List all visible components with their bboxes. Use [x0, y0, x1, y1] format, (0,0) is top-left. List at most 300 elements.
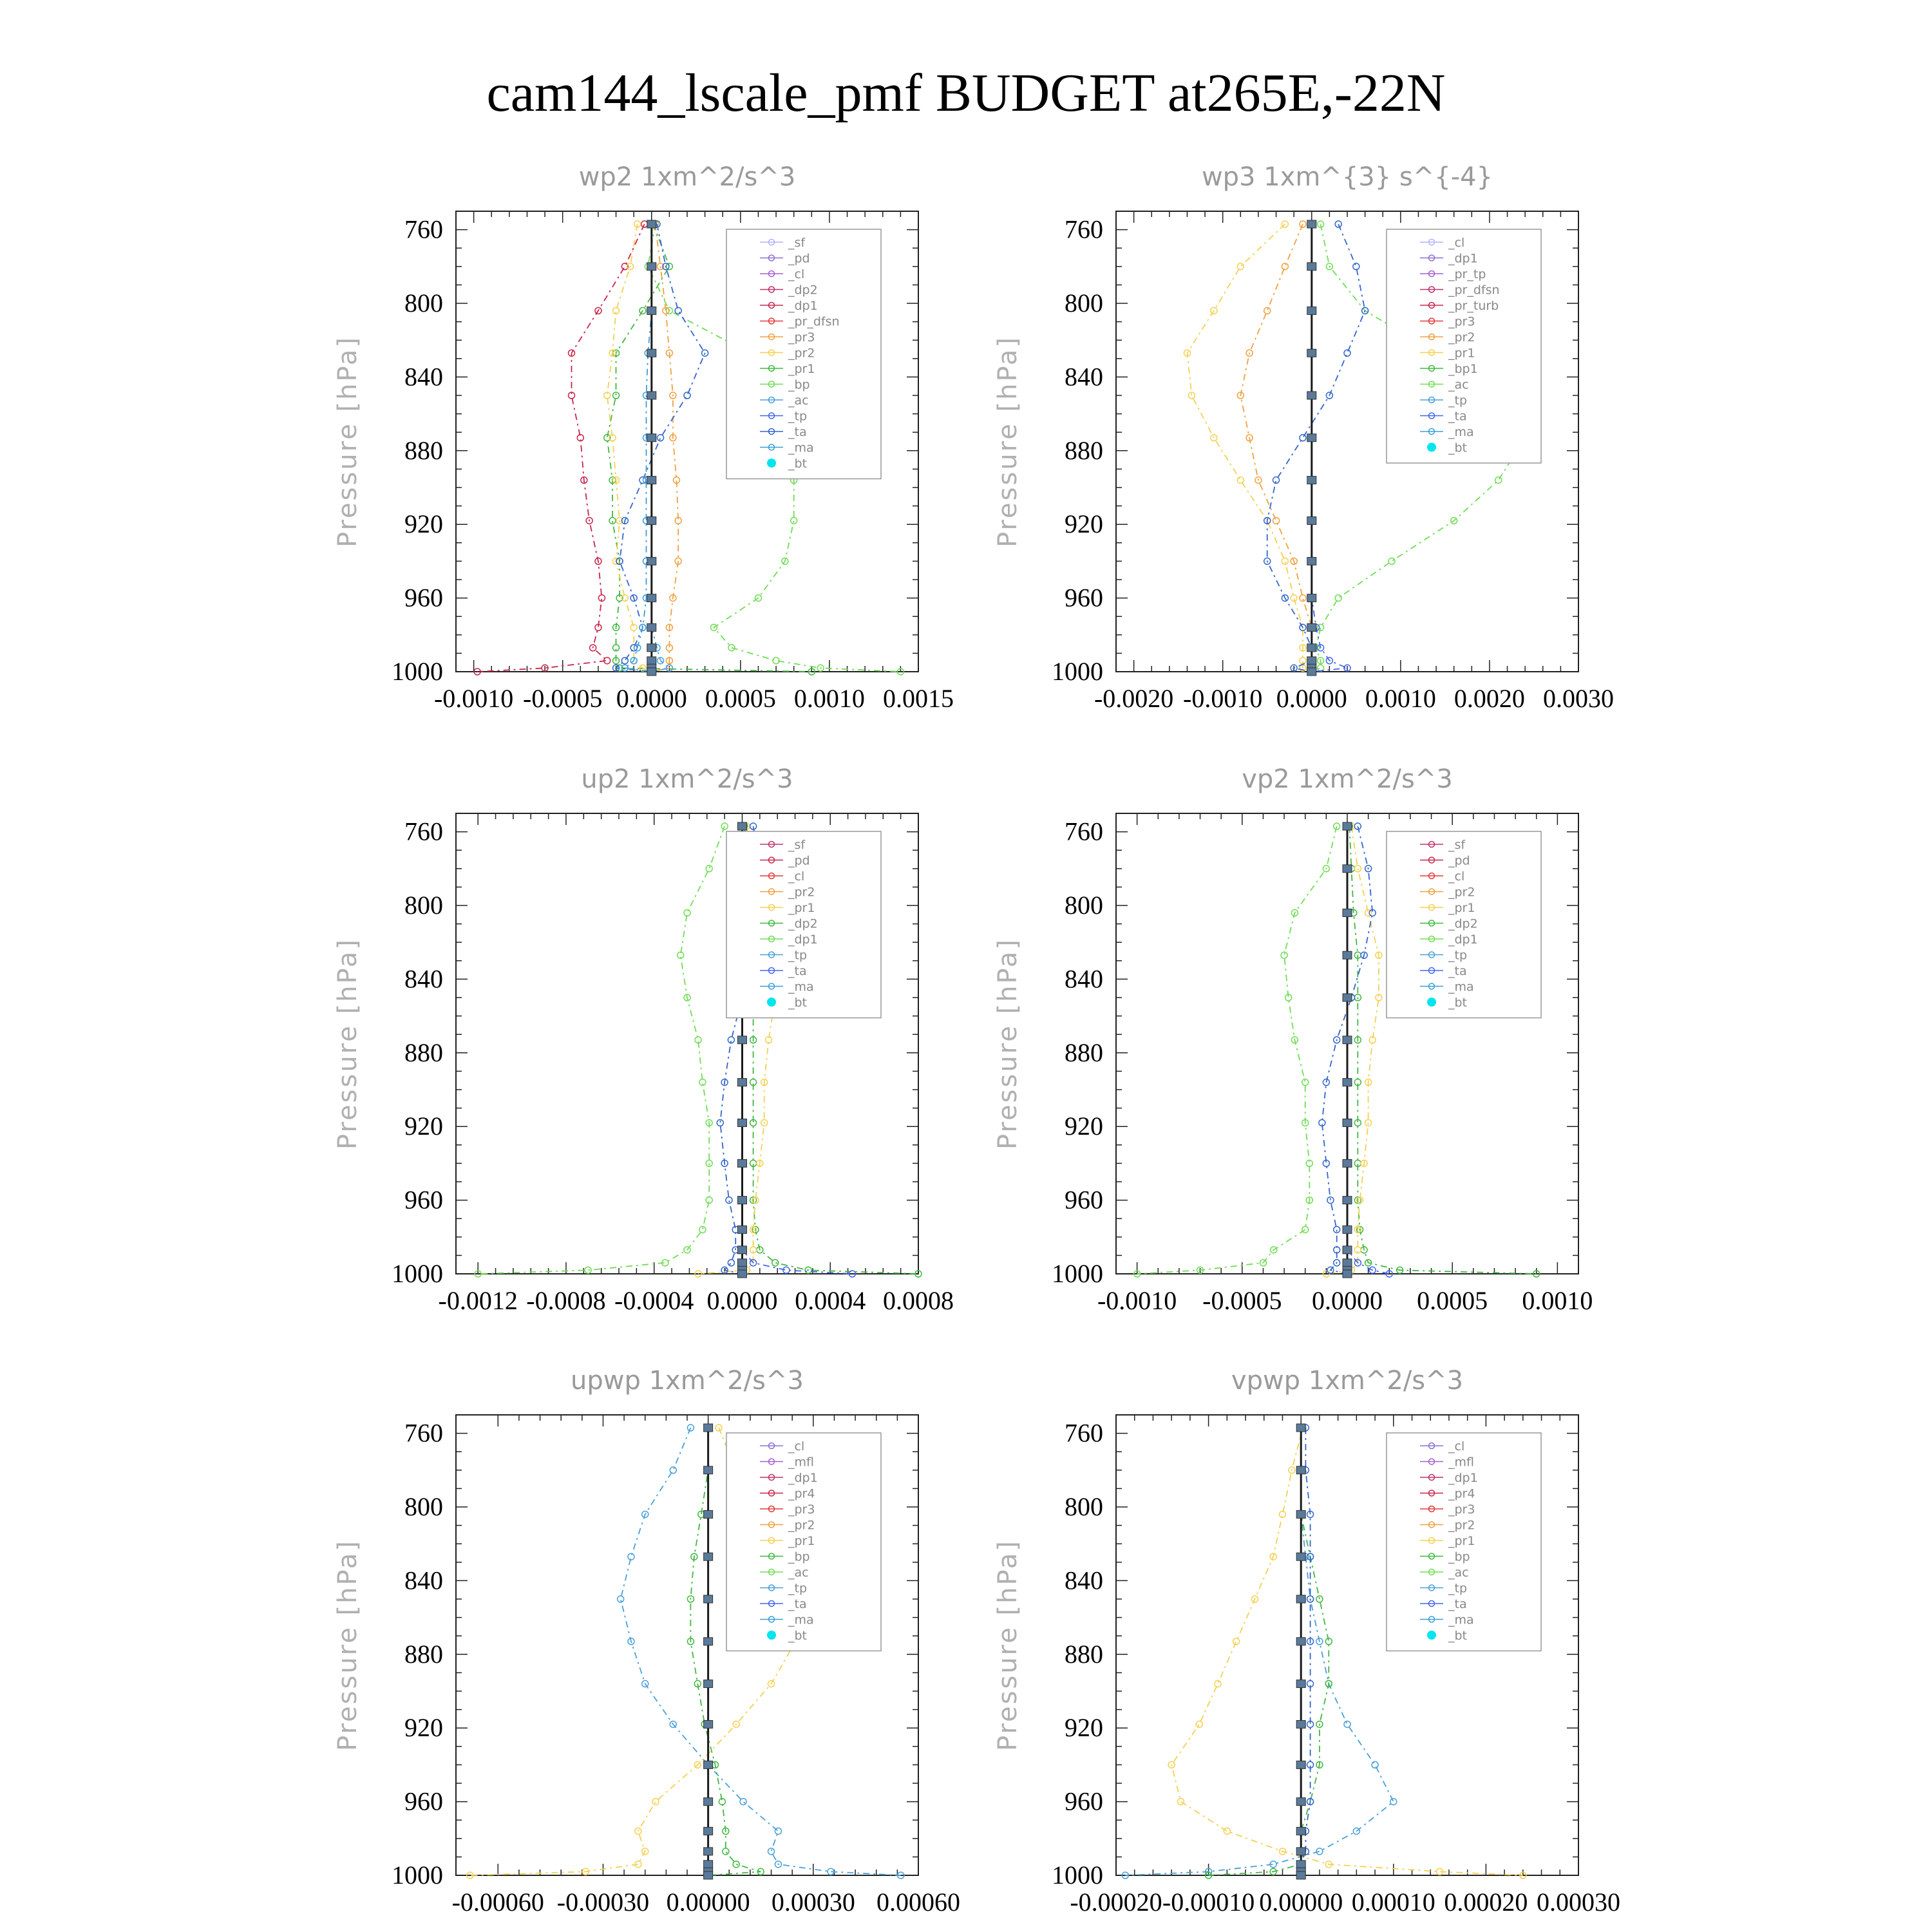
- data-point: [706, 866, 712, 872]
- legend-label: _pr1: [1448, 901, 1475, 915]
- legend-label: _pd: [788, 251, 810, 266]
- x-tick-label: 0.00010: [1351, 1888, 1435, 1917]
- legend-label: _pd: [1448, 853, 1470, 868]
- data-point: [704, 1638, 713, 1645]
- y-tick-label: 800: [404, 891, 443, 920]
- y-tick-label: 760: [1065, 817, 1103, 846]
- data-point: [1282, 263, 1288, 270]
- legend-label: _pr1: [788, 901, 815, 915]
- x-tick-label: -0.00030: [556, 1888, 650, 1917]
- x-tick-label: 0.0010: [793, 684, 865, 713]
- y-tick-label: 880: [1065, 1037, 1103, 1067]
- data-point: [647, 516, 656, 524]
- legend-label: _ac: [1448, 377, 1469, 392]
- data-point: [647, 307, 656, 314]
- data-point: [1343, 865, 1352, 873]
- legend-label: _ac: [1448, 1566, 1469, 1580]
- data-point: [1344, 350, 1350, 356]
- y-tick-label: 760: [404, 1418, 443, 1448]
- legend-label: _cl: [788, 267, 805, 281]
- y-tick-label: 1000: [392, 657, 443, 686]
- legend-label: _pr2: [1448, 330, 1475, 345]
- legend-label: _bt: [1448, 440, 1468, 455]
- series-line-ta: [1301, 1428, 1310, 1875]
- x-tick-label: 0.00000: [1259, 1888, 1343, 1917]
- data-point: [1343, 1226, 1352, 1233]
- x-tick-label: -0.0004: [614, 1286, 694, 1315]
- legend-label: _pr4: [1448, 1486, 1475, 1501]
- data-point: [1296, 1848, 1305, 1855]
- data-point: [647, 594, 656, 602]
- series-line-ta: [1267, 224, 1365, 672]
- legend-label: _dp2: [1448, 916, 1478, 931]
- series-line-tp: [1125, 1428, 1393, 1875]
- legend-label: _bt: [1448, 1629, 1468, 1643]
- data-point: [1296, 1595, 1305, 1603]
- data-point: [658, 435, 664, 441]
- data-point: [1264, 307, 1271, 314]
- x-tick-label: 0.00020: [1444, 1888, 1528, 1917]
- legend-label: _tp: [1448, 393, 1468, 408]
- data-point: [1343, 1079, 1352, 1086]
- x-tick-label: -0.0010: [433, 684, 514, 713]
- legend-marker: [1427, 998, 1436, 1007]
- data-point: [1343, 951, 1352, 959]
- x-tick-label: -0.0008: [526, 1286, 606, 1315]
- data-point: [1307, 220, 1316, 228]
- panel-2: [333, 764, 954, 1315]
- data-point: [647, 644, 656, 652]
- data-point: [1273, 517, 1280, 524]
- y-tick-label: 880: [404, 1639, 443, 1669]
- data-point: [647, 657, 656, 665]
- y-tick-label: 920: [1065, 1713, 1103, 1743]
- panel-title: upwp 1xm^2/s^3: [571, 1366, 804, 1396]
- data-point: [647, 263, 656, 270]
- x-tick-label: 0.0020: [1454, 684, 1525, 713]
- data-point: [1353, 263, 1359, 270]
- panel-1: [993, 162, 1614, 713]
- data-point: [1343, 1036, 1352, 1044]
- data-point: [704, 1798, 713, 1806]
- legend-label: _ma: [1448, 980, 1474, 994]
- legend-label: _pr2: [788, 885, 815, 900]
- data-point: [1300, 435, 1306, 441]
- data-point: [1343, 1259, 1352, 1267]
- legend-label: _dp1: [1448, 933, 1478, 947]
- series-line-tp: [1312, 224, 1347, 672]
- data-point: [1233, 1638, 1240, 1645]
- data-point: [1344, 1721, 1350, 1727]
- data-point: [1307, 349, 1316, 357]
- x-tick-label: 0.0030: [1543, 684, 1614, 713]
- x-tick-label: -0.0020: [1094, 684, 1174, 713]
- data-point: [775, 1828, 781, 1834]
- y-tick-label: 840: [404, 964, 443, 994]
- legend-label: _tp: [1448, 1581, 1468, 1596]
- y-tick-label: 1000: [392, 1259, 443, 1288]
- data-point: [1316, 1848, 1323, 1855]
- y-tick-label: 840: [404, 362, 443, 392]
- y-tick-label: 760: [1065, 1418, 1103, 1448]
- data-point: [704, 1680, 713, 1688]
- data-point: [647, 557, 656, 565]
- legend-label: _dp1: [788, 1471, 818, 1485]
- legend-label: _pr_tp: [1448, 267, 1486, 281]
- panel-title: vp2 1xm^2/s^3: [1242, 764, 1453, 794]
- data-point: [1302, 1226, 1309, 1233]
- y-tick-label: 920: [404, 1112, 443, 1141]
- y-tick-label: 920: [404, 509, 443, 539]
- data-point: [1343, 1119, 1352, 1126]
- y-axis-label: Pressure [hPa]: [333, 938, 363, 1150]
- x-tick-label: -0.0010: [1183, 684, 1263, 713]
- y-tick-label: 960: [1065, 1786, 1103, 1816]
- y-tick-label: 880: [1065, 1639, 1103, 1669]
- legend-label: _cl: [1448, 1439, 1465, 1454]
- data-point: [1296, 1798, 1305, 1806]
- legend-label: _bp: [1448, 1549, 1470, 1564]
- legend-label: _mfl: [788, 1455, 814, 1470]
- data-point: [723, 1848, 729, 1855]
- legend-label: _sf: [788, 838, 806, 852]
- data-point: [737, 1270, 746, 1278]
- legend-label: _mfl: [1448, 1455, 1474, 1470]
- legend-label: _pd: [788, 853, 810, 868]
- legend-label: _pr3: [788, 1502, 815, 1517]
- data-point: [1307, 644, 1316, 652]
- legend-label: _pr3: [788, 330, 815, 345]
- data-point: [613, 392, 620, 399]
- y-tick-label: 960: [404, 1185, 443, 1215]
- legend-label: _pr1: [788, 362, 815, 376]
- y-tick-label: 920: [1065, 509, 1103, 539]
- data-point: [737, 1259, 746, 1267]
- data-point: [704, 1848, 713, 1855]
- legend-label: _ma: [788, 440, 814, 455]
- panels: [333, 162, 1620, 1917]
- panel-5: [993, 1366, 1620, 1917]
- y-tick-label: 840: [1065, 362, 1103, 392]
- y-tick-label: 920: [404, 1713, 443, 1743]
- series-line-dp1: [1137, 826, 1337, 1274]
- y-tick-label: 800: [404, 289, 443, 317]
- legend-label: _ma: [1448, 1613, 1474, 1627]
- data-point: [1296, 1510, 1305, 1518]
- legend-label: _bt: [1448, 996, 1468, 1010]
- data-point: [704, 1761, 713, 1768]
- data-point: [1307, 594, 1316, 602]
- data-point: [768, 1848, 775, 1855]
- y-axis-label: Pressure [hPa]: [333, 336, 363, 547]
- data-point: [1334, 1226, 1340, 1233]
- x-tick-label: 0.0000: [616, 684, 687, 713]
- legend-label: _cl: [788, 1439, 805, 1454]
- legend-label: _bt: [788, 996, 808, 1010]
- y-tick-label: 1000: [1052, 657, 1103, 686]
- legend-label: _pr2: [788, 1518, 815, 1533]
- data-point: [652, 1799, 659, 1805]
- y-tick-label: 760: [1065, 214, 1103, 244]
- x-tick-label: 0.00030: [771, 1888, 855, 1917]
- data-point: [706, 1160, 712, 1166]
- legend-label: _ta: [1448, 409, 1467, 424]
- x-tick-label: 0.0004: [795, 1286, 866, 1315]
- legend-label: _cl: [1448, 869, 1465, 884]
- legend-label: _tp: [1448, 948, 1468, 963]
- data-point: [1307, 516, 1316, 524]
- data-point: [1296, 1424, 1305, 1432]
- data-point: [704, 1595, 713, 1603]
- data-point: [733, 1861, 739, 1868]
- legend-label: _pr3: [1448, 1502, 1475, 1517]
- y-tick-label: 800: [1065, 891, 1103, 920]
- legend-label: _dp2: [788, 283, 818, 298]
- data-point: [1307, 477, 1316, 484]
- data-point: [740, 1799, 746, 1805]
- data-point: [1237, 477, 1244, 484]
- data-point: [1296, 1827, 1305, 1835]
- data-point: [1343, 909, 1352, 916]
- y-axis-label: Pressure [hPa]: [993, 938, 1023, 1150]
- legend-label: _tp: [788, 1581, 808, 1596]
- y-tick-label: 760: [404, 817, 443, 846]
- data-point: [1296, 1871, 1305, 1879]
- legend-label: _bt: [788, 457, 808, 471]
- y-axis-label: Pressure [hPa]: [993, 336, 1023, 547]
- y-tick-label: 760: [404, 214, 443, 244]
- legend-label: _ma: [788, 980, 814, 994]
- legend-label: _bp: [788, 377, 810, 392]
- legend-label: _pr4: [788, 1486, 815, 1501]
- x-tick-label: -0.00010: [1162, 1888, 1255, 1917]
- x-tick-label: -0.00020: [1070, 1888, 1162, 1917]
- legend-marker: [1427, 1631, 1436, 1640]
- legend-label: _bp1: [1448, 362, 1478, 376]
- data-point: [737, 1079, 746, 1086]
- legend-label: _ac: [788, 393, 809, 408]
- y-axis-label: Pressure [hPa]: [333, 1539, 363, 1751]
- data-point: [1296, 1680, 1305, 1688]
- y-tick-label: 880: [1065, 435, 1103, 465]
- x-tick-label: 0.0000: [706, 1286, 778, 1315]
- data-point: [1343, 1197, 1352, 1204]
- panel-4: [333, 1366, 960, 1917]
- y-tick-label: 1000: [392, 1861, 443, 1889]
- data-point: [1307, 557, 1316, 565]
- x-tick-label: -0.0005: [523, 684, 603, 713]
- data-point: [647, 392, 656, 399]
- legend-label: _ma: [1448, 425, 1474, 439]
- legend-label: _pr1: [788, 1534, 815, 1548]
- data-point: [1390, 1799, 1397, 1805]
- data-point: [647, 477, 656, 484]
- x-tick-label: 0.0005: [705, 684, 776, 713]
- legend-label: _dp2: [788, 916, 818, 931]
- data-point: [647, 220, 656, 228]
- data-point: [704, 1827, 713, 1835]
- data-point: [704, 1553, 713, 1560]
- legend-label: _bt: [788, 1629, 808, 1643]
- x-tick-label: 0.00000: [666, 1888, 750, 1917]
- series-line-pr2: [1188, 224, 1312, 672]
- panel-title: vpwp 1xm^2/s^3: [1231, 1366, 1464, 1396]
- data-point: [1316, 1596, 1323, 1602]
- data-point: [630, 624, 637, 630]
- legend-marker: [767, 459, 776, 468]
- legend-label: _tp: [788, 948, 808, 963]
- y-tick-label: 960: [1065, 1185, 1103, 1215]
- data-point: [1343, 1246, 1352, 1254]
- legend-label: _bp: [788, 1549, 810, 1564]
- series-line-ma: [625, 224, 652, 672]
- y-tick-label: 800: [404, 1492, 443, 1521]
- data-point: [704, 1871, 713, 1879]
- data-point: [1495, 477, 1502, 484]
- data-point: [1307, 657, 1316, 665]
- series-line-bp: [1209, 1428, 1329, 1875]
- legend-label: _pr_turb: [1448, 299, 1499, 313]
- data-point: [1335, 595, 1341, 601]
- legend-label: _dp1: [1448, 251, 1478, 266]
- data-point: [1224, 1828, 1230, 1834]
- data-point: [737, 1197, 746, 1204]
- data-point: [1296, 1761, 1305, 1768]
- y-tick-label: 840: [404, 1566, 443, 1595]
- data-point: [1282, 221, 1288, 227]
- data-point: [621, 658, 628, 664]
- data-point: [737, 1226, 746, 1233]
- series-line-pr3: [1240, 224, 1312, 672]
- legend-label: _ta: [1448, 1597, 1467, 1611]
- data-point: [1237, 263, 1244, 270]
- data-point: [1296, 1861, 1305, 1868]
- x-tick-label: -0.0005: [1202, 1286, 1282, 1315]
- x-tick-label: -0.00060: [451, 1888, 544, 1917]
- x-tick-label: 0.0010: [1522, 1286, 1593, 1315]
- data-point: [1307, 392, 1316, 399]
- data-point: [1215, 1681, 1221, 1687]
- legend-label: _pr2: [1448, 885, 1475, 900]
- y-tick-label: 1000: [1052, 1259, 1103, 1288]
- data-point: [1307, 307, 1316, 314]
- x-tick-label: 0.0010: [1365, 684, 1436, 713]
- series-line-tp: [1347, 826, 1389, 1274]
- legend-label: _dp1: [788, 933, 818, 947]
- legend-marker: [767, 998, 776, 1007]
- y-tick-label: 840: [1065, 964, 1103, 994]
- x-tick-label: 0.00030: [1537, 1888, 1620, 1917]
- data-point: [1296, 1553, 1305, 1560]
- data-point: [647, 668, 656, 676]
- x-tick-label: 0.0008: [883, 1286, 954, 1315]
- data-point: [737, 1159, 746, 1167]
- data-point: [684, 392, 690, 399]
- data-point: [1307, 263, 1316, 270]
- data-point: [728, 1260, 734, 1266]
- data-point: [1307, 668, 1316, 676]
- panel-title: wp3 1xm^{3} s^{-4}: [1201, 162, 1493, 192]
- data-point: [1296, 1638, 1305, 1645]
- legend-label: _ta: [1448, 964, 1467, 978]
- data-point: [670, 1467, 676, 1473]
- panel-3: [993, 764, 1593, 1315]
- legend-label: _pr_dfsn: [1448, 283, 1500, 298]
- panel-0: [333, 162, 954, 713]
- x-tick-label: 0.0000: [1312, 1286, 1383, 1315]
- legend-label: _pr2: [1448, 1518, 1475, 1533]
- series-line-pr3: [652, 224, 678, 672]
- x-tick-label: 0.0000: [1276, 684, 1347, 713]
- data-point: [1296, 1466, 1305, 1474]
- data-point: [1307, 434, 1316, 442]
- legend-label: _cl: [1448, 236, 1465, 250]
- data-point: [704, 1861, 713, 1868]
- y-tick-label: 880: [404, 435, 443, 465]
- x-tick-label: -0.0012: [438, 1286, 518, 1315]
- x-tick-label: -0.0010: [1097, 1286, 1177, 1315]
- data-point: [1343, 994, 1352, 1001]
- y-tick-label: 1000: [1052, 1861, 1103, 1889]
- data-point: [737, 1246, 746, 1254]
- legend-label: _ac: [788, 1566, 809, 1580]
- series-line-dp1: [477, 224, 645, 672]
- x-tick-label: 0.0005: [1417, 1286, 1488, 1315]
- y-tick-label: 800: [1065, 289, 1103, 317]
- legend-marker: [1427, 443, 1436, 452]
- data-point: [704, 1720, 713, 1728]
- legend-label: _pr2: [788, 346, 815, 361]
- data-point: [1300, 595, 1306, 601]
- data-point: [647, 623, 656, 631]
- data-point: [675, 307, 681, 314]
- data-point: [1188, 392, 1195, 399]
- x-tick-label: 0.00060: [876, 1888, 960, 1917]
- data-point: [1196, 1721, 1202, 1727]
- y-tick-label: 840: [1065, 1566, 1103, 1595]
- y-axis-label: Pressure [hPa]: [993, 1539, 1023, 1751]
- y-tick-label: 880: [404, 1037, 443, 1067]
- y-tick-label: 800: [1065, 1492, 1103, 1521]
- data-point: [737, 822, 746, 830]
- y-tick-label: 960: [404, 583, 443, 612]
- data-point: [1343, 1270, 1352, 1278]
- data-point: [737, 1036, 746, 1044]
- legend-label: _pr1: [1448, 1534, 1475, 1548]
- data-point: [647, 349, 656, 357]
- legend-marker: [767, 1631, 776, 1640]
- data-point: [1343, 1159, 1352, 1167]
- data-point: [1343, 822, 1352, 830]
- data-point: [647, 434, 656, 442]
- legend-label: _dp1: [1448, 1471, 1478, 1485]
- legend-label: _ta: [788, 1597, 807, 1611]
- panel-title: wp2 1xm^2/s^3: [578, 162, 796, 192]
- x-tick-label: 0.0015: [883, 684, 954, 713]
- data-point: [1291, 595, 1297, 601]
- y-tick-label: 960: [404, 1786, 443, 1816]
- series-line-dp1: [478, 826, 724, 1274]
- data-point: [585, 1267, 591, 1273]
- data-point: [704, 1466, 713, 1474]
- figure-title: cam144_lscale_pmf BUDGET at265E,-22N: [486, 63, 1446, 123]
- data-point: [1307, 623, 1316, 631]
- legend-label: _sf: [788, 236, 806, 250]
- legend-label: _ta: [788, 964, 807, 978]
- data-point: [704, 1424, 713, 1432]
- legend-label: _dp1: [788, 299, 818, 313]
- data-point: [704, 1510, 713, 1518]
